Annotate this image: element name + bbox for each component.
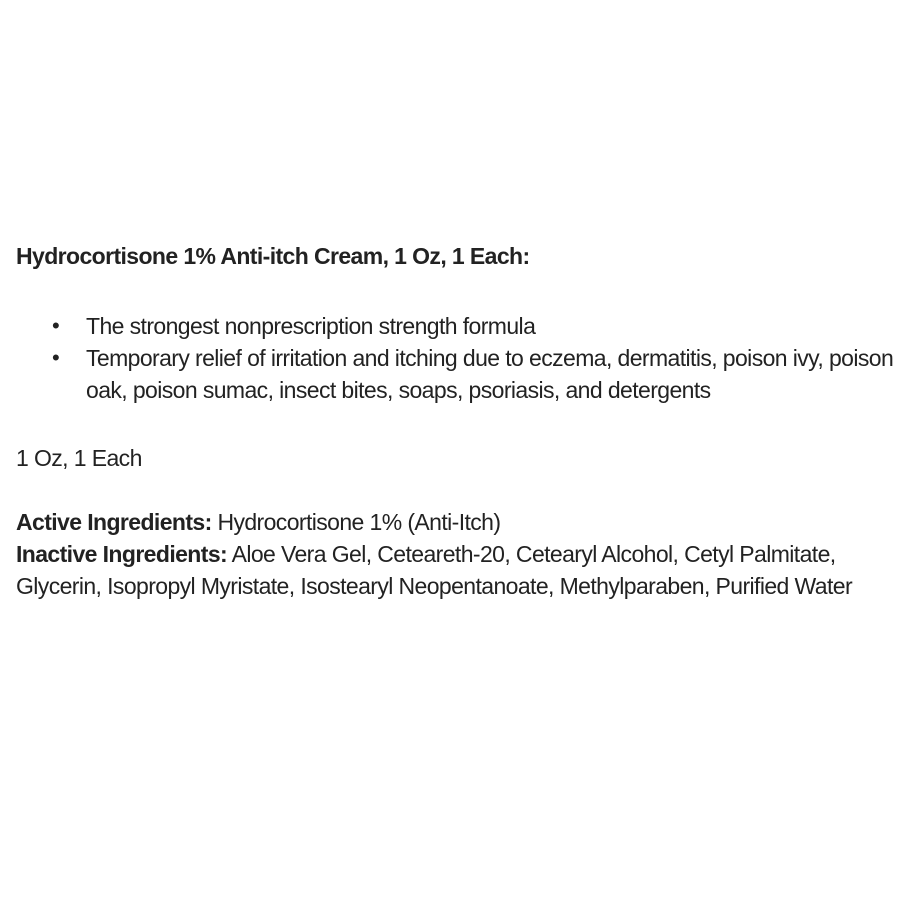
list-item: [16, 310, 894, 342]
bullet-icon: •: [52, 345, 60, 370]
inactive-ingredients-value: Aloe Vera Gel, Ceteareth-20, Cetearyl Alcohol, Cetyl Palmitate, Glycerin, Isopropyl Myristate, Isostearyl Neopentanoate, Methylparaben, Purified Water: [16, 541, 853, 599]
inactive-ingredients-label: Inactive Ingredients:: [16, 541, 228, 567]
list-item: [16, 342, 894, 406]
active-ingredients-label: Active Ingredients:: [16, 509, 212, 535]
feature-text: Temporary relief of irritation and itching due to eczema, dermatitis, poison ivy, poison oak, poison sumac, insect bites, soaps, psoriasis, and detergents: [86, 345, 894, 403]
ingredients-section: [16, 506, 894, 602]
feature-text: The strongest nonprescription strength formula: [86, 313, 536, 339]
active-ingredients-value: Hydrocortisone 1% (Anti-Itch): [211, 509, 501, 535]
bullet-icon: •: [52, 313, 60, 338]
active-ingredients: [16, 506, 894, 538]
product-title: Hydrocortisone 1% Anti-itch Cream, 1 Oz, 1 Each:: [16, 243, 530, 269]
product-size: 1 Oz, 1 Each: [16, 445, 142, 471]
inactive-ingredients: [16, 538, 894, 602]
product-description: [16, 240, 894, 599]
feature-list: [16, 310, 894, 406]
